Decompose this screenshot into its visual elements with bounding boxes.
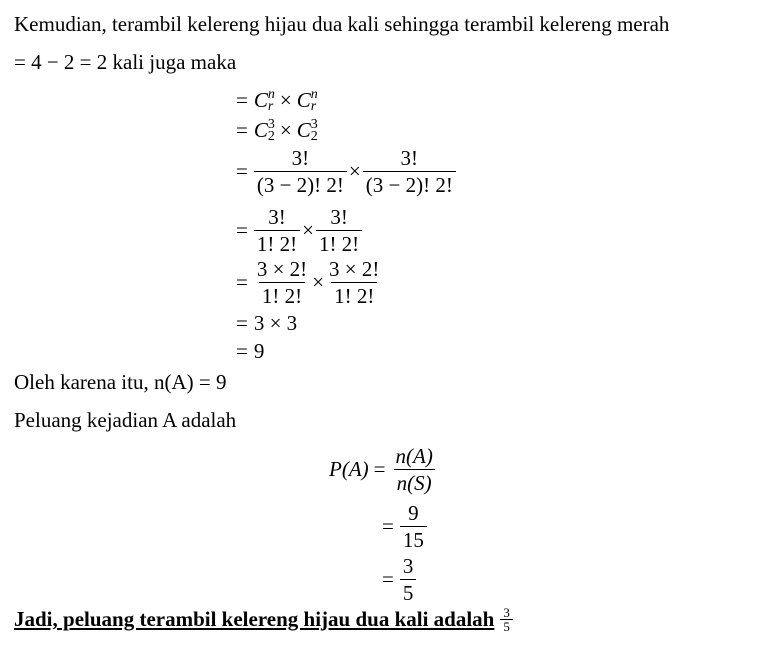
- peluang-label: Peluang kejadian A adalah: [14, 408, 237, 432]
- fraction: $\frac{3 \times 2!}{1! 2!}$: [329, 257, 380, 308]
- fraction: $\frac{3!}{(3 - 2)! 2!}$: [254, 145, 347, 198]
- combination-step-values: = C 3 2 × C 3 2: [236, 116, 318, 144]
- fraction: $\frac{3!}{(3 - 2)! 2!}$: [363, 145, 456, 198]
- fraction: $\frac{3!}{1! 2!}$: [254, 204, 300, 257]
- fraction: $\frac{3!}{1! 2!}$: [316, 204, 362, 257]
- factorial-step-1: = $\frac{3!}{(3 - 2)! 2!}$ × $\frac{3!}{(3 - 2)! 2!}$: [236, 145, 458, 198]
- factorial-step-3: = $\frac{3 \times 2!}{1! 2!}$ × $\frac{3 \times 2!}{1! 2!}$: [236, 256, 384, 309]
- combination-step-general: = C n r × C n r: [236, 86, 318, 114]
- result-step: = 9: [236, 339, 265, 363]
- intro-text: Kemudian, terambil kelereng hijau dua kali sehingga terambil kelereng merah: [14, 12, 670, 36]
- probability-value: = $\frac{9}{15}$: [382, 500, 429, 553]
- conclusion: Jadi, peluang terambil kelereng hijau dua kali adalah $\frac{3}{5}$: [14, 606, 515, 633]
- subtraction-line: = 4 − 2 = 2 kali juga maka: [14, 50, 237, 74]
- fraction: $\frac{3}{5}$: [400, 553, 417, 606]
- probability-simplified: = $\frac{3}{5}$: [382, 553, 418, 606]
- fraction: $\frac{9}{15}$: [400, 500, 427, 553]
- product-step: = 3 × 3: [236, 311, 298, 335]
- n-a-line: Oleh karena itu, n(A) = 9: [14, 370, 227, 394]
- factorial-step-2: = $\frac{3!}{1! 2!}$ × $\frac{3!}{1! 2!}$: [236, 204, 364, 257]
- fraction: $\frac{3 \times 2!}{1! 2!}$: [256, 257, 308, 308]
- fraction: $\frac{3}{5}$: [500, 606, 513, 633]
- probability-formula: P(A) = $\frac{n(A)}{n(S)}$: [329, 443, 438, 496]
- combination-var: C: [253, 88, 268, 112]
- fraction: $\frac{n(A)}{n(S)}$: [395, 444, 433, 495]
